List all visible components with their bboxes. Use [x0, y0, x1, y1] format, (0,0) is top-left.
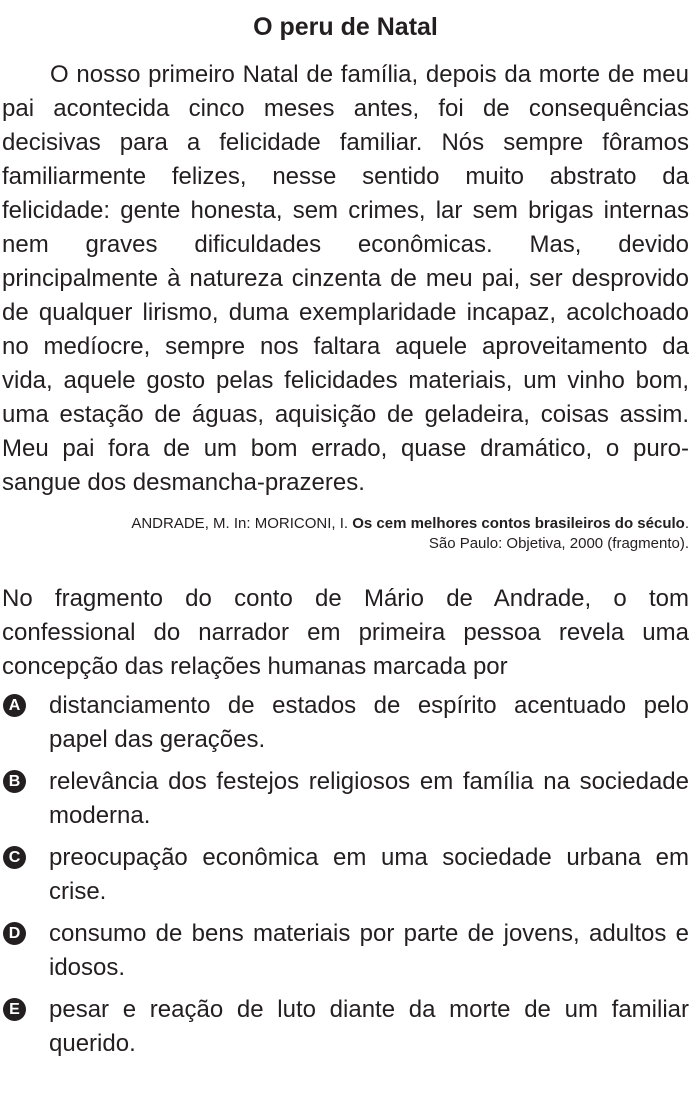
option-d-badge[interactable]: D — [3, 922, 26, 945]
citation-publication: São Paulo: Objetiva, 2000 (fragmento). — [428, 535, 689, 552]
text-title: O peru de Natal — [253, 13, 438, 41]
option-d[interactable] — [2, 917, 689, 985]
citation-authors: ANDRADE, M. In: MORICONI, I. — [131, 515, 353, 532]
option-b[interactable] — [2, 765, 689, 833]
option-c-text: preocupação econômica em uma sociedade urbana em crise. — [49, 844, 689, 905]
option-c-badge[interactable]: C — [3, 846, 26, 869]
answer-options — [2, 689, 689, 1061]
citation-punctuation: . — [684, 515, 689, 532]
option-a-badge[interactable]: A — [3, 694, 26, 717]
option-a[interactable] — [2, 689, 689, 757]
question-stem: No fragmento do conto de Mário de Andrade, o tom confessional do narrador em primeira pessoa revela uma concepção das relações humanas marcada por — [2, 585, 689, 680]
option-d-text: consumo de bens materiais por parte de jovens, adultos e idosos. — [49, 920, 689, 981]
option-b-badge[interactable]: B — [3, 770, 26, 793]
citation-book-title: Os cem melhores contos brasileiros do século — [352, 515, 685, 532]
option-e-badge[interactable]: E — [3, 998, 26, 1021]
source-citation — [2, 514, 689, 554]
option-a-text: distanciamento de estados de espírito acentuado pelo papel das gerações. — [49, 692, 689, 753]
option-e-text: pesar e reação de luto diante da morte de um familiar querido. — [49, 996, 689, 1057]
passage-text: O nosso primeiro Natal de família, depois da morte de meu pai acontecida cinco meses antes, foi de consequências decisivas para a felicidade familiar. Nós sempre fôramos familiarmente felizes, nesse sentido muito abstrato da felicidade: gente honesta, sem crimes, lar sem brigas internas nem graves dificuldades econômicas. Mas, devido principalmente à natureza cinzenta de meu pai, ser desprovido de qualquer lirismo, duma exemplaridade incapaz, acolchoado no medíocre, sempre nos faltara aquele aproveitamento da vida, aquele gosto pelas felicidades materiais, um vinho bom, uma estação de águas, aquisição de geladeira, coisas assim. Meu pai fora de um bom errado, quase dramático, o puro-sangue dos desmancha-prazeres. — [2, 61, 689, 496]
option-b-text: relevância dos festejos religiosos em família na sociedade moderna. — [49, 768, 689, 829]
option-e[interactable] — [2, 993, 689, 1061]
option-c[interactable] — [2, 841, 689, 909]
